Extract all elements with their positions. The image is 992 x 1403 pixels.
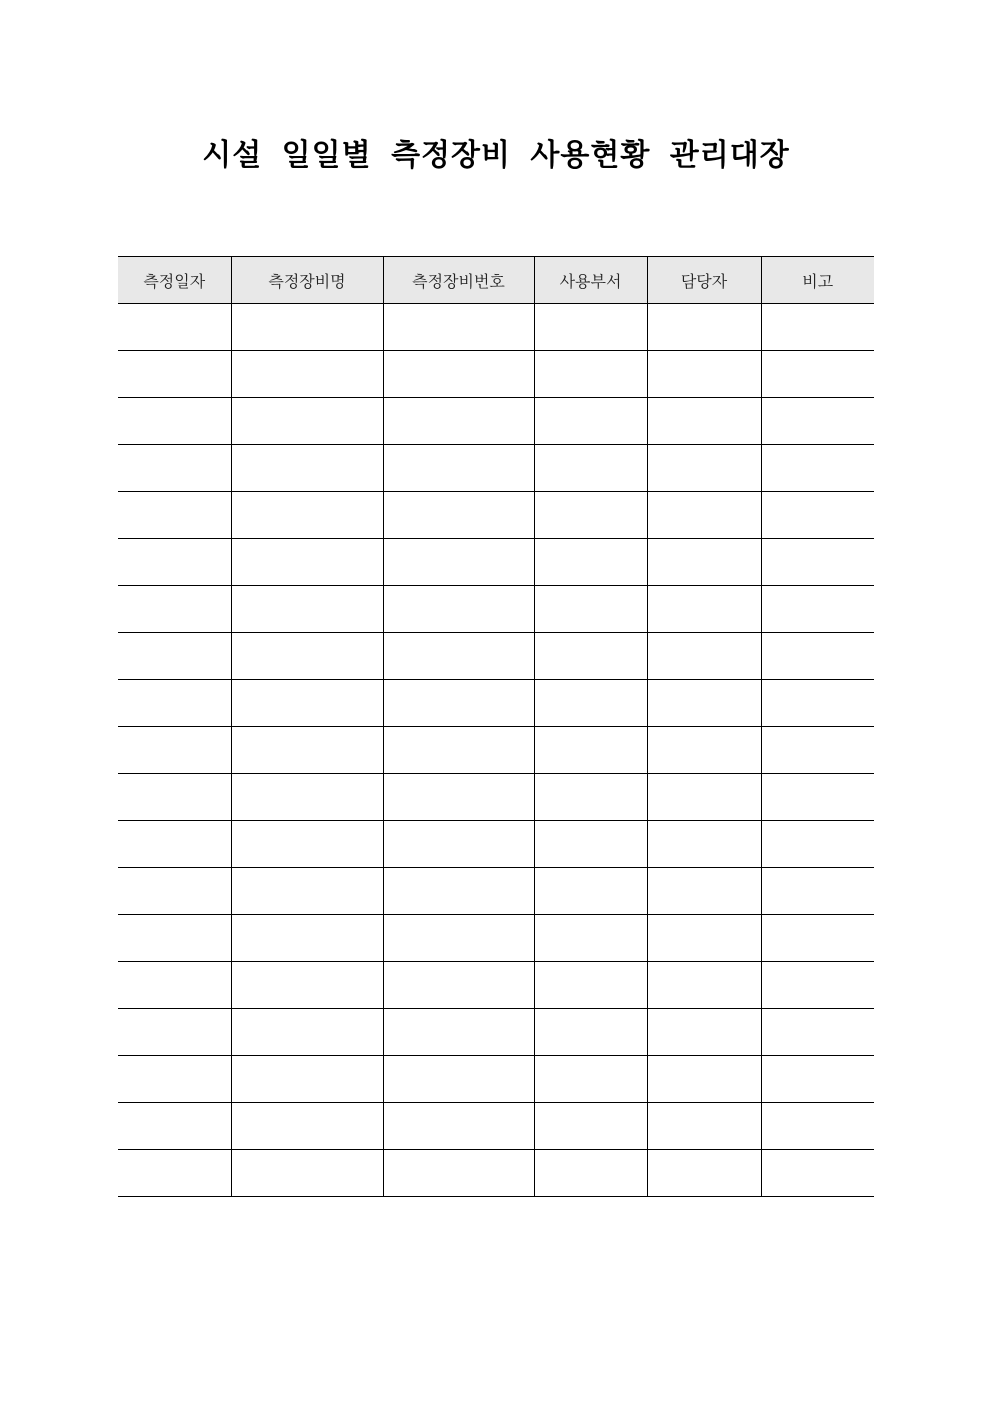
date-cell[interactable] xyxy=(118,680,231,727)
person-cell[interactable] xyxy=(647,304,761,351)
equipment-number-cell[interactable] xyxy=(383,1103,534,1150)
department-cell[interactable] xyxy=(534,868,647,915)
table-row xyxy=(118,492,874,539)
document-title: 시설 일일별 측정장비 사용현황 관리대장 xyxy=(202,138,790,173)
person-cell[interactable] xyxy=(647,1103,761,1150)
equipment-name-cell[interactable] xyxy=(231,1009,383,1056)
date-cell[interactable] xyxy=(118,868,231,915)
date-cell[interactable] xyxy=(118,1056,231,1103)
table-row xyxy=(118,727,874,774)
equipment-name-cell[interactable] xyxy=(231,633,383,680)
date-cell[interactable] xyxy=(118,304,231,351)
person-cell[interactable] xyxy=(647,539,761,586)
equipment-number-cell[interactable] xyxy=(383,633,534,680)
equipment-name-cell[interactable] xyxy=(231,304,383,351)
equipment-number-cell[interactable] xyxy=(383,586,534,633)
equipment-number-cell[interactable] xyxy=(383,727,534,774)
date-cell[interactable] xyxy=(118,351,231,398)
department-cell[interactable] xyxy=(534,398,647,445)
department-cell[interactable] xyxy=(534,1103,647,1150)
person-cell[interactable] xyxy=(647,915,761,962)
table-row xyxy=(118,962,874,1009)
table-row xyxy=(118,398,874,445)
department-cell[interactable] xyxy=(534,351,647,398)
remarks-cell[interactable] xyxy=(761,351,874,398)
remarks-cell[interactable] xyxy=(761,1103,874,1150)
person-cell[interactable] xyxy=(647,633,761,680)
table-row xyxy=(118,304,874,351)
remarks-cell[interactable] xyxy=(761,445,874,492)
header-equipment-name: 측정장비명 xyxy=(231,257,383,304)
department-cell[interactable] xyxy=(534,821,647,868)
equipment-number-cell[interactable] xyxy=(383,304,534,351)
table-row xyxy=(118,868,874,915)
usage-ledger-table xyxy=(118,256,874,1197)
equipment-number-cell[interactable] xyxy=(383,821,534,868)
remarks-cell[interactable] xyxy=(761,962,874,1009)
department-cell[interactable] xyxy=(534,304,647,351)
person-cell[interactable] xyxy=(647,868,761,915)
date-cell[interactable] xyxy=(118,727,231,774)
department-cell[interactable] xyxy=(534,774,647,821)
table-row xyxy=(118,539,874,586)
equipment-number-cell[interactable] xyxy=(383,680,534,727)
equipment-number-cell[interactable] xyxy=(383,351,534,398)
equipment-number-cell[interactable] xyxy=(383,445,534,492)
header-remarks: 비고 xyxy=(761,257,874,304)
header-equipment-number: 측정장비번호 xyxy=(383,257,534,304)
person-cell[interactable] xyxy=(647,821,761,868)
department-cell[interactable] xyxy=(534,1009,647,1056)
person-cell[interactable] xyxy=(647,351,761,398)
date-cell[interactable] xyxy=(118,398,231,445)
remarks-cell[interactable] xyxy=(761,727,874,774)
equipment-number-cell[interactable] xyxy=(383,915,534,962)
person-cell[interactable] xyxy=(647,727,761,774)
remarks-cell[interactable] xyxy=(761,915,874,962)
remarks-cell[interactable] xyxy=(761,398,874,445)
table-row xyxy=(118,774,874,821)
header-row xyxy=(118,257,874,304)
department-cell[interactable] xyxy=(534,680,647,727)
equipment-name-cell[interactable] xyxy=(231,821,383,868)
table-row xyxy=(118,1150,874,1197)
table-row xyxy=(118,915,874,962)
equipment-name-cell[interactable] xyxy=(231,1056,383,1103)
person-cell[interactable] xyxy=(647,1150,761,1197)
table-row xyxy=(118,586,874,633)
person-cell[interactable] xyxy=(647,680,761,727)
department-cell[interactable] xyxy=(534,1150,647,1197)
equipment-name-cell[interactable] xyxy=(231,492,383,539)
person-cell[interactable] xyxy=(647,492,761,539)
remarks-cell[interactable] xyxy=(761,539,874,586)
date-cell[interactable] xyxy=(118,962,231,1009)
table-row xyxy=(118,680,874,727)
date-cell[interactable] xyxy=(118,492,231,539)
equipment-name-cell[interactable] xyxy=(231,586,383,633)
date-cell[interactable] xyxy=(118,539,231,586)
table-row xyxy=(118,1103,874,1150)
person-cell[interactable] xyxy=(647,586,761,633)
equipment-number-cell[interactable] xyxy=(383,1150,534,1197)
table-row xyxy=(118,1056,874,1103)
header-person-in-charge: 담당자 xyxy=(647,257,761,304)
department-cell[interactable] xyxy=(534,1056,647,1103)
date-cell[interactable] xyxy=(118,1103,231,1150)
person-cell[interactable] xyxy=(647,1009,761,1056)
department-cell[interactable] xyxy=(534,727,647,774)
remarks-cell[interactable] xyxy=(761,586,874,633)
equipment-number-cell[interactable] xyxy=(383,1056,534,1103)
equipment-number-cell[interactable] xyxy=(383,868,534,915)
remarks-cell[interactable] xyxy=(761,868,874,915)
person-cell[interactable] xyxy=(647,398,761,445)
date-cell[interactable] xyxy=(118,1150,231,1197)
equipment-name-cell[interactable] xyxy=(231,727,383,774)
remarks-cell[interactable] xyxy=(761,1150,874,1197)
header-using-department: 사용부서 xyxy=(534,257,647,304)
date-cell[interactable] xyxy=(118,1009,231,1056)
date-cell[interactable] xyxy=(118,821,231,868)
remarks-cell[interactable] xyxy=(761,1009,874,1056)
equipment-name-cell[interactable] xyxy=(231,1150,383,1197)
equipment-name-cell[interactable] xyxy=(231,680,383,727)
remarks-cell[interactable] xyxy=(761,633,874,680)
table-row xyxy=(118,821,874,868)
person-cell[interactable] xyxy=(647,774,761,821)
equipment-number-cell[interactable] xyxy=(383,398,534,445)
department-cell[interactable] xyxy=(534,539,647,586)
equipment-name-cell[interactable] xyxy=(231,398,383,445)
remarks-cell[interactable] xyxy=(761,492,874,539)
person-cell[interactable] xyxy=(647,1056,761,1103)
date-cell[interactable] xyxy=(118,445,231,492)
equipment-number-cell[interactable] xyxy=(383,774,534,821)
department-cell[interactable] xyxy=(534,633,647,680)
equipment-name-cell[interactable] xyxy=(231,445,383,492)
remarks-cell[interactable] xyxy=(761,304,874,351)
table-row xyxy=(118,445,874,492)
department-cell[interactable] xyxy=(534,492,647,539)
remarks-cell[interactable] xyxy=(761,774,874,821)
equipment-name-cell[interactable] xyxy=(231,868,383,915)
equipment-name-cell[interactable] xyxy=(231,962,383,1009)
table-body xyxy=(118,304,874,1197)
remarks-cell[interactable] xyxy=(761,680,874,727)
date-cell[interactable] xyxy=(118,586,231,633)
equipment-name-cell[interactable] xyxy=(231,915,383,962)
equipment-number-cell[interactable] xyxy=(383,962,534,1009)
remarks-cell[interactable] xyxy=(761,1056,874,1103)
person-cell[interactable] xyxy=(647,962,761,1009)
table-row xyxy=(118,1009,874,1056)
equipment-name-cell[interactable] xyxy=(231,1103,383,1150)
table-row xyxy=(118,633,874,680)
department-cell[interactable] xyxy=(534,586,647,633)
date-cell[interactable] xyxy=(118,633,231,680)
equipment-name-cell[interactable] xyxy=(231,539,383,586)
date-cell[interactable] xyxy=(118,774,231,821)
table-row xyxy=(118,351,874,398)
equipment-name-cell[interactable] xyxy=(231,774,383,821)
person-cell[interactable] xyxy=(647,445,761,492)
equipment-number-cell[interactable] xyxy=(383,492,534,539)
department-cell[interactable] xyxy=(534,962,647,1009)
remarks-cell[interactable] xyxy=(761,821,874,868)
header-measurement-date: 측정일자 xyxy=(118,257,231,304)
date-cell[interactable] xyxy=(118,915,231,962)
equipment-number-cell[interactable] xyxy=(383,1009,534,1056)
equipment-number-cell[interactable] xyxy=(383,539,534,586)
department-cell[interactable] xyxy=(534,445,647,492)
department-cell[interactable] xyxy=(534,915,647,962)
equipment-name-cell[interactable] xyxy=(231,351,383,398)
